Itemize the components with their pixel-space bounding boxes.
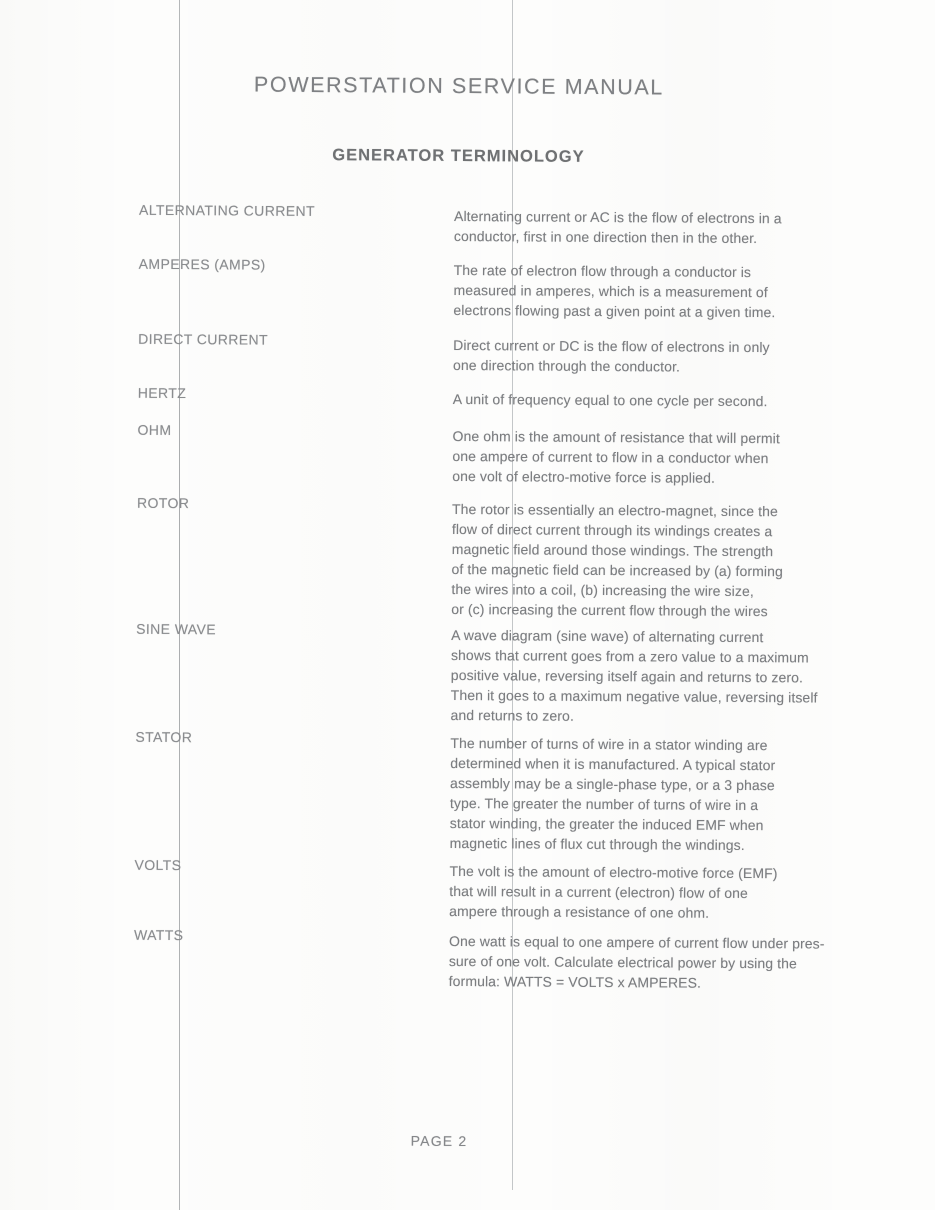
term-row-rotor [136,494,897,622]
term-label: WATTS [133,926,184,944]
term-row-amperes [138,255,898,323]
term-definition: One ohm is the amount of resistance that will permit one ampere of current to flow in a conductor when one volt of electro-motive force is applied. [452,427,780,486]
term-label: AMPERES (AMPS) [138,255,266,273]
term-row-stator [135,728,896,856]
term-label: SINE WAVE [136,620,217,638]
term-definition: Direct current or DC is the flow of electrons in only one direction through the conductor. [452,336,770,375]
term-row-volts [134,856,894,924]
term-definition: The rotor is essentially an electro-magnet, since the flow of direct current through its windings creates a magnetic field around those windings. The strength of the magnetic field can be increased by (a) forming the wires into a coil, (b) increasing the wire size, or (c) increasing the current flow through the wires [451,500,784,620]
term-row-alternating-current [139,201,899,249]
term-label: ALTERNATING CURRENT [139,201,316,219]
term-definition: The rate of electron flow through a conductor is measured in amperes, which is a measurement of electrons flowing past a given point at a given time. [453,261,776,321]
terminology-list [133,201,899,994]
term-label: DIRECT CURRENT [138,330,269,348]
term-row-direct-current [138,330,898,378]
term-definition: A wave diagram (sine wave) of alternating current shows that current goes from a zero value to a maximum positive value, reversing itself again and returns to zero. Then it goes to a maximum negative value, reversing itself and returns to zero. [450,626,818,724]
term-definition: The volt is the amount of electro-motive force (EMF) that will result in a current (electron) flow of one ampere through a resistance of one ohm. [449,862,778,921]
term-row-ohm [137,421,897,489]
document-title: POWERSTATION SERVICE MANUAL [253,72,665,100]
term-row-watts [133,926,894,994]
term-definition: The number of turns of wire in a stator winding are determined when it is manufactured. A typical stator assembly may be a single-phase type, or a 3 phase type. The greater the number of turns of wire in a stator winding, the greater the induced EMF when magnetic lines of flux cut through the windings. [449,734,776,854]
term-definition: One watt is equal to one ampere of current flow under pres- sure of one volt. Calculate electrical power by using the formula: WATTS = VOLTS x AMPERES. [448,932,825,991]
term-label: ROTOR [136,494,190,512]
term-label: OHM [137,421,172,438]
term-label: VOLTS [134,856,182,874]
page-number: PAGE 2 [410,1132,468,1150]
term-row-sine-wave [136,620,897,728]
term-definition: Alternating current or AC is the flow of electrons in a conductor, first in one direction then in the other. [453,207,782,247]
term-label: HERTZ [137,384,187,402]
section-heading: GENERATOR TERMINOLOGY [332,146,585,166]
term-row-hertz [137,384,898,412]
term-label: STATOR [135,728,193,746]
term-definition: A unit of frequency equal to one cycle per second. [452,390,768,410]
